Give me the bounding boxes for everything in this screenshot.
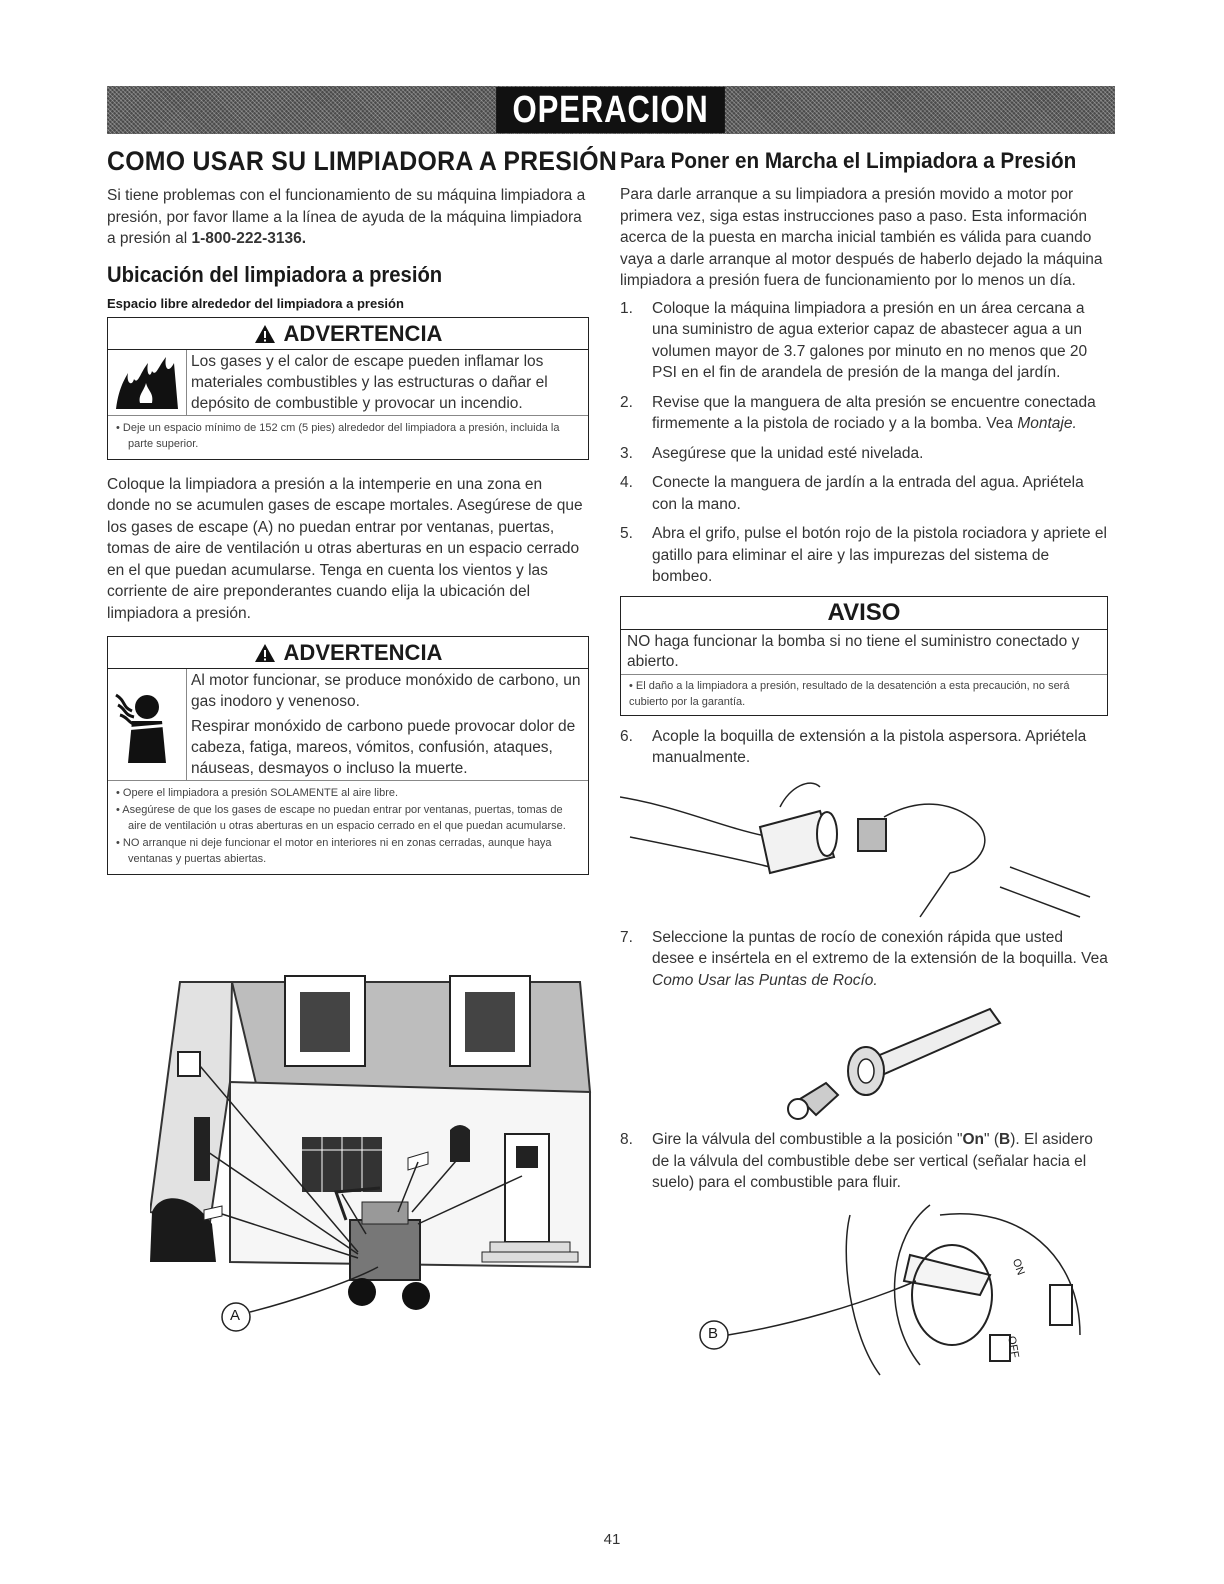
valve-off-label: OFF [1005,1335,1021,1359]
section-banner [107,86,1115,134]
intro-paragraph [107,185,589,250]
step-text [652,927,1108,992]
warning-header [108,318,588,350]
startup-steps-cont-2 [620,927,1108,992]
notice-text: NO haga funcionar la bomba si no tiene el suministro conectado y abierto. [621,630,1107,675]
step-text [652,1129,1108,1194]
startup-intro: Para darle arranque a su limpiadora a presión movido a motor por primera vez, siga estas instrucciones paso a paso. Esta información acerca de la puesta en marcha inicial también es válida para cuando vaya a darle arranque al motor después de haberlo dejado la máquina limpiadora a presión fuera de funcionamiento por lo menos un día. [620,186,1103,289]
step-reference: Como Usar las Puntas de Rocío. [652,971,878,989]
step-text: Asegúrese que la unidad esté nivelada. [652,444,924,462]
notice-bullet: • El daño a la limpiadora a presión, resultado de la desatención a esta precaución, no será cubierto por la garantía. [629,679,1070,708]
list-item [620,392,1108,435]
list-item [620,927,1108,992]
warning-bullets [108,781,588,874]
nozzle-illustration [620,777,1108,927]
intro-text: Si tiene problemas con el funcionamiento de su máquina limpiadora a presión, por favor llame a la línea de ayuda de la máquina limpiadora a presión al [107,187,586,247]
location-heading: Ubicación del limpiadora a presión [107,261,443,287]
list-item [620,1129,1108,1194]
section-title: OPERACION [497,87,726,133]
startup-heading: Para Poner en Marcha el Limpiadora a Presión [620,148,1077,173]
alert-triangle-icon [254,643,276,663]
list-item [620,298,1108,384]
main-heading: COMO USAR SU LIMPIADORA A PRESIÓN [107,146,618,176]
step-on-label: On [962,1131,985,1148]
warning-title: ADVERTENCIA [283,640,443,665]
step-number: 7. [620,928,633,946]
warning-text-line-2: Respirar monóxido de carbono puede provocar dolor de cabeza, fatiga, mareos, vómitos, confusión, ataques, náuseas, desmayos o incluso la muerte. [191,718,576,777]
step-number: 1. [620,299,633,317]
warning-title: ADVERTENCIA [283,320,443,346]
fire-warning-box [107,317,589,460]
toxic-fumes-icon [108,669,187,780]
helpline-phone: 1-800-222-3136. [191,230,307,247]
page-number: 41 [603,1531,621,1548]
list-item [620,726,1108,769]
valve-on-label: ON [1009,1257,1027,1277]
step-text [652,392,1108,435]
step-text: Coloque la máquina limpiadora a presión en un área cercana a una suministro de agua exterior capaz de abastecer agua a un volumen mayor de 3.7 galones por minuto en no menos que 20 PSI en el fin de arandela de presión de la manga del jardín. [652,299,1088,381]
warning-bullet: • Opere el limpiadora a presión SOLAMENTE al aire libre. [116,787,399,799]
clearance-heading: Espacio libre alrededor del limpiadora a presión [107,295,404,311]
startup-steps [620,298,1108,588]
step-number: 8. [620,1131,633,1148]
warning-bullet: • Asegúrese de que los gases de escape no puedan entrar por ventanas, puertas, tomas de aire de ventilación u otras aberturas en un espacio cerrado en el que puedan acumularse. [116,804,566,832]
notice-title: AVISO [621,597,1107,630]
left-column [107,140,618,889]
step-text-body: Seleccione la puntas de rocío de conexión rápida que usted desee e insértela en el extremo de la extensión de la boquilla. Vea [652,928,1108,967]
step-number: 3. [620,444,633,462]
warning-bullet: • Deje un espacio mínimo de 152 cm (5 pies) alrededor del limpiadora a presión, incluida la parte superior. [116,421,560,450]
fire-icon [108,350,187,415]
callout-b: B [708,1325,719,1342]
placement-paragraph: Coloque la limpiadora a presión a la intemperie en una zona en donde no se acumulen gases de escape mortales. Asegúrese de que los gases de escape (A) no puedan entrar por ventanas, puertas, tomas de aire de ventilación u otras aberturas en un espacio cerrado en el que puedan acumularse. Tenga en cuenta los vientos y las corriente de aire preponderantes cuando elija la ubicación del limpiadora a presión. [107,475,583,622]
step-number: 5. [620,525,633,542]
step-text-body: Gire la válvula del combustible a la posición " [652,1131,963,1148]
warning-text [187,669,588,780]
step-number: 2. [620,393,633,411]
step-text: Conecte la manguera de jardín a la entrada del agua. Apriétela con la mano. [652,474,1084,513]
warning-bullets [108,416,588,459]
co-warning-box [107,636,589,875]
step-text: Acople la boquilla de extensión a la pistola aspersora. Apriétela manualmente. [652,727,1087,766]
notice-box [620,596,1108,716]
warning-text: Los gases y el calor de escape pueden inflamar los materiales combustibles y las estructuras o dañar el depósito de combustible y provocar un incendio. [191,352,548,412]
warning-text-line-1: Al motor funcionar, se produce monóxido de carbono, un gas inodoro y venenoso. [191,672,581,710]
warning-body [108,669,588,781]
house-illustration [150,962,600,1352]
callout-a: A [230,1307,241,1324]
alert-triangle-icon [254,324,276,344]
fuel-valve-illustration [690,1195,1110,1385]
step-text: Abra el grifo, pulse el botón rojo de la pistola rociadora y apriete el gatillo para eliminar el aire y las impurezas del sistema de bombeo. [652,525,1107,585]
startup-steps-cont-3 [620,1129,1108,1194]
step-text-body: ). El asidero de la válvula del combustible debe ser vertical (señalar hacia el suelo) para el combustible para fluir. [652,1131,1093,1191]
list-item [620,472,1108,515]
list-item [620,523,1108,588]
spray-tip-illustration [620,999,1108,1129]
list-item [620,443,1108,465]
step-reference: Montaje. [1017,415,1077,432]
warning-body [108,350,588,416]
step-text-body: " ( [984,1131,1000,1148]
warning-bullet: • NO arranque ni deje funcionar el motor en interiores ni en zonas cerradas, aunque haya ventanas y puertas abiertas. [116,837,552,865]
right-column [620,140,1108,1202]
step-text-body: Revise que la manguera de alta presión se encuentre conectada firmemente a la pistola de rociado y a la bomba. Vea [652,393,1096,432]
startup-steps-cont [620,726,1108,769]
step-number: 4. [620,474,633,491]
step-callout-ref: B [999,1131,1011,1148]
warning-header [108,637,588,669]
step-number: 6. [620,727,633,745]
